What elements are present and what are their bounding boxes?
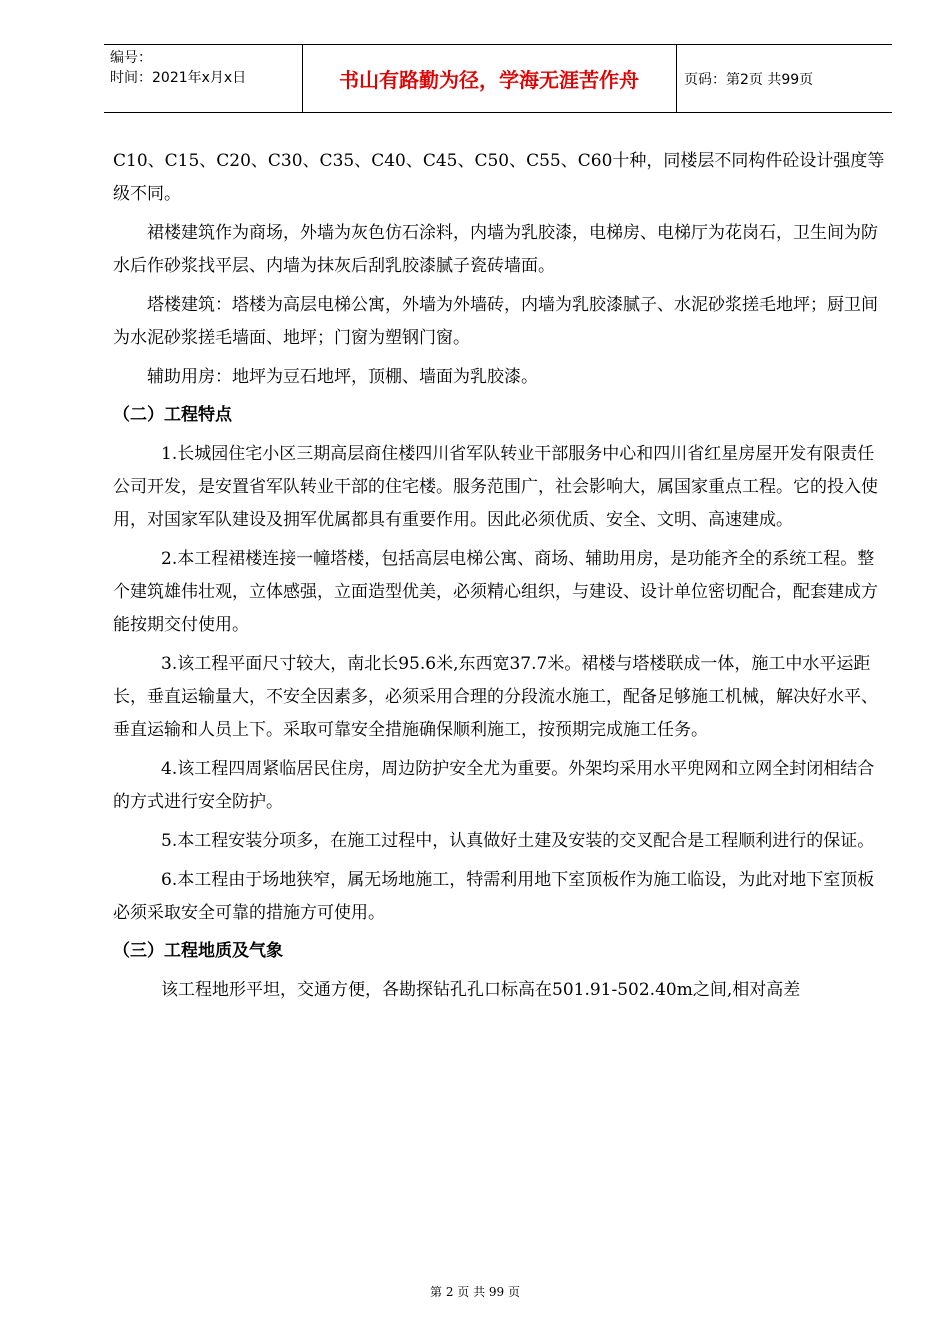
paragraph: 辅助用房：地坪为豆石地坪，顶棚、墙面为乳胶漆。: [147, 367, 538, 387]
list-item: 5.本工程安装分项多，在施工过程中，认真做好土建及安装的交叉配合是工程顺利进行的保证。: [161, 831, 875, 851]
header-page-number: 页码：第2页 共99页: [684, 71, 814, 88]
document-number-label: 编号：: [110, 50, 152, 66]
section-heading: （二）工程特点: [113, 405, 232, 425]
header-left-cell: [110, 48, 246, 88]
paragraph: 该工程地形平坦，交通方便，各勘探钻孔孔口标高在501.91-502.40m之间,相对高差: [161, 980, 801, 1000]
paragraph: 裙楼建筑作为商场，外墙为灰色仿石涂料，内墙为乳胶漆，电梯房、电梯厅为花岗石，卫生间为防水后作砂浆找平层、内墙为抹灰后刮乳胶漆腻子瓷砖墙面。: [113, 223, 878, 276]
list-item: 2.本工程裙楼连接一幢塔楼，包括高层电梯公寓、商场、辅助用房，是功能齐全的系统工程。整个建筑雄伟壮观，立体感强，立面造型优美，必须精心组织，与建设、设计单位密切配合，配套建成方能按期交付使用。: [113, 549, 878, 635]
list-item: 6.本工程由于场地狭窄，属无场地施工，特需利用地下室顶板作为施工临设，为此对地下室顶板必须采取安全可靠的措施方可使用。: [113, 870, 875, 923]
paragraph: C10、C15、C20、C30、C35、C40、C45、C50、C55、C60十种，同楼层不同构件砼设计强度等级不同。: [113, 151, 885, 204]
list-item: 4.该工程四周紧临居民住房，周边防护安全尤为重要。外架均采用水平兜网和立网全封闭相结合的方式进行安全防护。: [113, 759, 875, 812]
page-footer: 第 2 页 共 99 页: [430, 1285, 520, 1299]
document-date: 时间：2021年x月x日: [110, 70, 247, 86]
list-item: 1.长城园住宅小区三期高层商住楼四川省军队转业干部服务中心和四川省红星房屋开发有限责任公司开发，是安置省军队转业干部的住宅楼。服务范围广，社会影响大，属国家重点工程。它的投入使用，对国家军队建设及拥军优属都具有重要作用。因此必须优质、安全、文明、高速建成。: [113, 444, 878, 530]
page-header: [104, 44, 892, 113]
list-item: 3.该工程平面尺寸较大，南北长95.6米,东西宽37.7米。裙楼与塔楼联成一体，施工中水平运距长，垂直运输量大，不安全因素多，必须采用合理的分段流水施工，配备足够施工机械，解决好水平、垂直运输和人员上下。采取可靠安全措施确保顺利施工，按预期完成施工任务。: [113, 654, 878, 740]
section-heading: （三）工程地质及气象: [113, 941, 283, 961]
header-divider: [676, 44, 677, 113]
header-motto: 书山有路勤为径，学海无涯苦作舟: [339, 68, 639, 92]
document-body: [113, 145, 888, 1013]
paragraph: 塔楼建筑：塔楼为高层电梯公寓，外墙为外墙砖，内墙为乳胶漆腻子、水泥砂浆搓毛地坪；厨卫间为水泥砂浆搓毛墙面、地坪；门窗为塑钢门窗。: [113, 295, 878, 348]
